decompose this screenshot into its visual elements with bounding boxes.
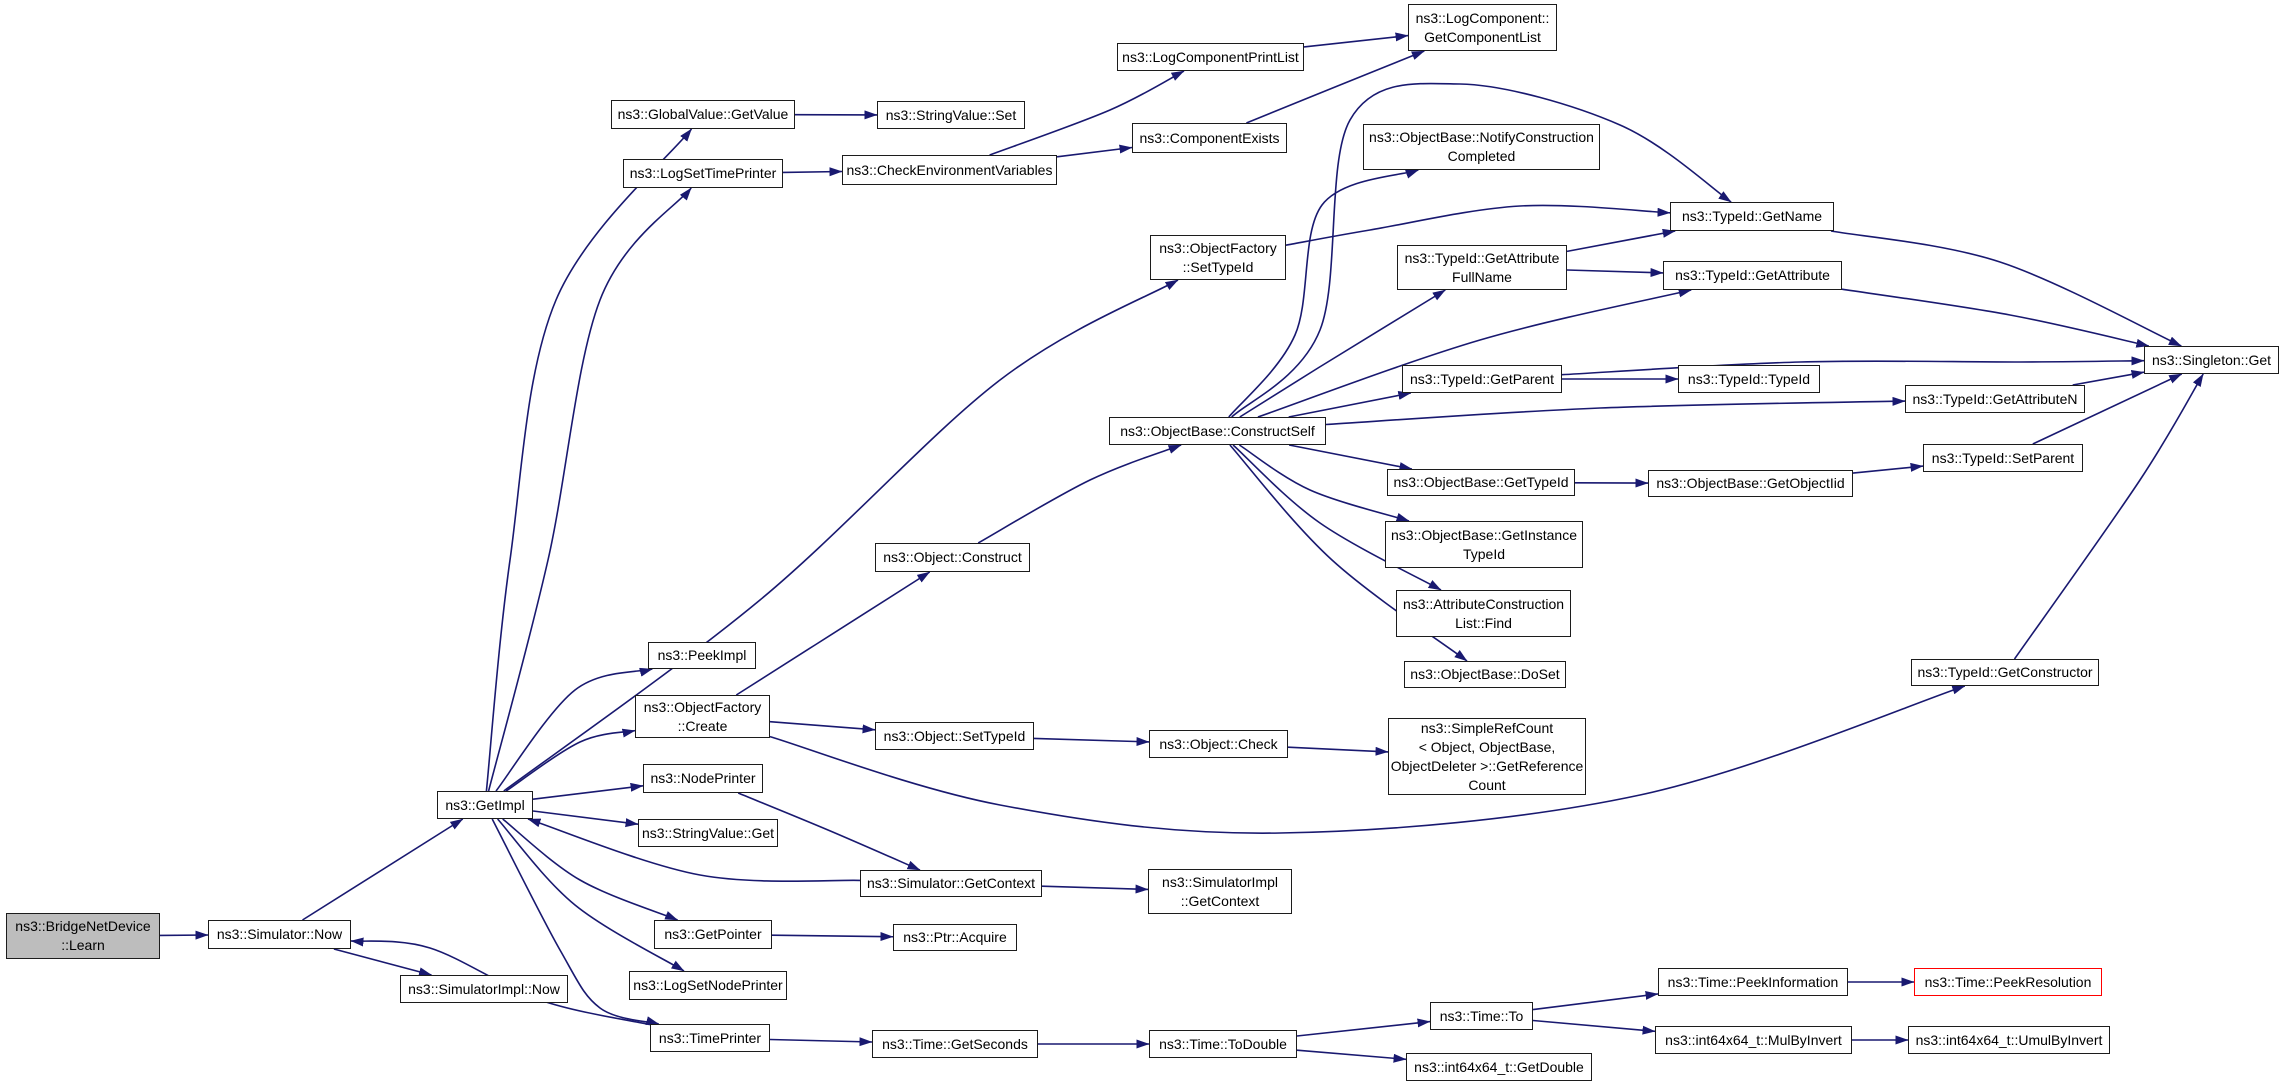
node-label-line: ::Create <box>677 717 728 734</box>
node-label-line: ::SetTypeId <box>1182 258 1254 275</box>
node-simulatorimpl-getcontext[interactable] <box>1148 869 1292 914</box>
node-label-line: ns3::TypeId::GetName <box>1681 208 1823 224</box>
node-logcomponentprintlist[interactable] <box>1117 43 1304 71</box>
node-label-line: ns3::Object::Check <box>1159 735 1278 752</box>
node-label-line: ns3::TypeId::GetParent <box>1410 370 1554 387</box>
node-objectbase-getinstancetypeid[interactable] <box>1385 521 1583 568</box>
node-time-todouble[interactable] <box>1149 1030 1297 1058</box>
node-objectbase-gettypeid[interactable] <box>1387 469 1575 496</box>
node-stringvalue-set[interactable] <box>877 101 1025 129</box>
node-label-line: ns3::ObjectBase::ConstructSelf <box>1120 422 1315 439</box>
node-label-line: ns3::TypeId::TypeId <box>1687 370 1811 387</box>
node-label-line: ns3::ObjectFactory <box>1159 239 1277 256</box>
node-typeid-typeid[interactable] <box>1678 365 1820 393</box>
node-label-line: ObjectDeleter >::GetReference <box>1390 757 1584 774</box>
node-label-line: ns3::LogComponentPrintList <box>1122 48 1299 65</box>
node-label-line: ns3::TypeId::GetAttribute <box>1404 249 1560 266</box>
node-int64x64-mulbyinvert[interactable] <box>1655 1026 1852 1054</box>
node-label-line: GetComponentList <box>1424 28 1541 45</box>
node-label-line: ns3::ObjectFactory <box>643 698 762 715</box>
node-simulatorimpl-now[interactable] <box>400 975 568 1003</box>
node-componentexists[interactable] <box>1132 123 1287 153</box>
node-label-line: ns3::TimePrinter <box>658 1029 762 1046</box>
node-objectbase-notifyconstructioncompleted[interactable] <box>1363 124 1600 170</box>
node-label-line: ns3::PeekImpl <box>657 647 747 663</box>
node-objectbase-doset[interactable] <box>1404 661 1566 688</box>
node-timeprinter[interactable] <box>650 1024 770 1052</box>
node-label-line: ns3::LogComponent:: <box>1415 9 1550 26</box>
node-label-line: ns3::ObjectBase::GetTypeId <box>1393 474 1569 490</box>
node-logsetnodeprinter[interactable] <box>629 971 787 1000</box>
node-label-line: ns3::Time::ToDouble <box>1159 1035 1287 1052</box>
node-label-line: ns3::GetImpl <box>445 796 525 813</box>
node-attributeconstructionlist-find[interactable] <box>1396 590 1571 637</box>
node-label-line: ns3::int64x64_t::GetDouble <box>1414 1058 1584 1075</box>
node-label-line: ns3::ObjectBase::GetInstance <box>1391 526 1577 543</box>
node-ptr-acquire[interactable] <box>893 924 1017 951</box>
node-label-line: ns3::Ptr::Acquire <box>903 929 1007 945</box>
node-label-line: ns3::ObjectBase::DoSet <box>1410 666 1560 682</box>
node-label-line: ::Learn <box>61 937 105 953</box>
node-simulator-now[interactable] <box>208 920 351 949</box>
node-getpointer[interactable] <box>654 920 772 949</box>
node-label-line: TypeId <box>1462 545 1506 562</box>
node-globalvalue-getvalue[interactable] <box>611 100 795 129</box>
node-label-line: ns3::Object::SetTypeId <box>883 727 1026 744</box>
node-label-line: ns3::ComponentExists <box>1139 129 1280 146</box>
node-label-line: Completed <box>1447 148 1516 164</box>
node-label-line: ns3::LogSetNodePrinter <box>633 977 783 993</box>
node-typeid-getname[interactable] <box>1670 202 1834 231</box>
node-label-line: ns3::ObjectBase::NotifyConstruction <box>1369 129 1594 145</box>
node-label-line: ns3::GlobalValue::GetValue <box>617 106 789 122</box>
node-label-line: List::Find <box>1455 614 1512 631</box>
node-label-line: Count <box>1468 776 1506 793</box>
node-objectfactory-create[interactable] <box>635 695 770 738</box>
node-simplerefcount-getreferencecount[interactable] <box>1388 718 1586 795</box>
node-label-line: ns3::Singleton::Get <box>2151 351 2272 368</box>
node-label-line: ns3::LogSetTimePrinter <box>629 165 777 181</box>
node-label-line: ns3::Time::To <box>1439 1007 1524 1024</box>
node-objectfactory-settypeid[interactable] <box>1150 235 1286 280</box>
node-typeid-getparent[interactable] <box>1402 365 1562 393</box>
node-nodeprinter[interactable] <box>643 764 763 793</box>
node-logsettimeprinter[interactable] <box>623 159 783 188</box>
node-label-line: ns3::Simulator::Now <box>216 926 343 942</box>
node-getimpl[interactable] <box>437 791 533 819</box>
node-label-line: ns3::TypeId::GetAttributeN <box>1912 390 2078 407</box>
node-object-check[interactable] <box>1149 730 1288 758</box>
node-label-line: ns3::Simulator::GetContext <box>866 875 1036 891</box>
node-label-line: ::GetContext <box>1180 892 1260 909</box>
node-label-line: ns3::SimpleRefCount <box>1420 719 1554 736</box>
node-label-line: ns3::Object::Construct <box>883 549 1022 565</box>
node-label-line: ns3::TypeId::SetParent <box>1931 449 2075 466</box>
node-label-line: ns3::NodePrinter <box>650 770 756 786</box>
node-logcomponent-getcomponentlist[interactable] <box>1408 4 1557 51</box>
node-label-line: ns3::AttributeConstruction <box>1402 595 1565 612</box>
node-objectbase-constructself[interactable] <box>1109 417 1326 445</box>
node-peekimpl[interactable] <box>648 642 756 669</box>
node-label-line: < Object, ObjectBase, <box>1418 738 1556 755</box>
node-label-line: ns3::Time::GetSeconds <box>882 1035 1028 1052</box>
node-label-line: FullName <box>1452 268 1512 285</box>
node-typeid-getconstructor[interactable] <box>1911 659 2099 686</box>
node-label-line: ns3::ObjectBase::GetObjectIid <box>1656 475 1845 491</box>
node-label-line: ns3::TypeId::GetAttribute <box>1675 267 1830 283</box>
node-label-line: ns3::int64x64_t::UmulByInvert <box>1915 1031 2103 1048</box>
node-object-construct[interactable] <box>875 543 1030 572</box>
node-time-getseconds[interactable] <box>872 1030 1038 1058</box>
node-typeid-getattribute[interactable] <box>1663 261 1842 290</box>
node-label-line: ns3::BridgeNetDevice <box>15 918 151 934</box>
node-time-peekresolution[interactable] <box>1914 968 2102 996</box>
node-label-line: ns3::Time::PeekResolution <box>1924 973 2092 990</box>
node-label-line: ns3::CheckEnvironmentVariables <box>846 161 1053 178</box>
node-label-line: ns3::SimulatorImpl <box>1162 873 1278 890</box>
node-typeid-getattributen[interactable] <box>1905 385 2085 413</box>
node-singleton-get[interactable] <box>2144 346 2279 374</box>
node-bridgenetdevice-learn <box>6 913 160 959</box>
node-label-line: ns3::GetPointer <box>664 926 762 942</box>
node-simulator-getcontext[interactable] <box>860 870 1042 897</box>
node-label-line: ns3::TypeId::GetConstructor <box>1917 664 2093 680</box>
node-label-line: ns3::int64x64_t::MulByInvert <box>1665 1031 1842 1048</box>
node-label-line: ns3::StringValue::Get <box>641 824 775 841</box>
node-typeid-getattributefullname[interactable] <box>1397 245 1567 290</box>
node-label-line: ns3::SimulatorImpl::Now <box>408 980 560 997</box>
node-checkenvironmentvariables[interactable] <box>842 155 1057 185</box>
node-time-peekinformation[interactable] <box>1658 968 1848 996</box>
node-object-settypeid[interactable] <box>875 722 1034 750</box>
node-label-line: ns3::Time::PeekInformation <box>1667 973 1839 990</box>
node-int64x64-getdouble[interactable] <box>1406 1053 1592 1081</box>
node-time-to[interactable] <box>1430 1002 1533 1030</box>
node-typeid-setparent[interactable] <box>1923 444 2083 472</box>
node-label-line: ns3::StringValue::Set <box>885 106 1017 123</box>
node-int64x64-umulbyinvert[interactable] <box>1908 1026 2110 1054</box>
node-stringvalue-get[interactable] <box>638 819 778 847</box>
node-objectbase-getobjectiid[interactable] <box>1648 470 1853 497</box>
